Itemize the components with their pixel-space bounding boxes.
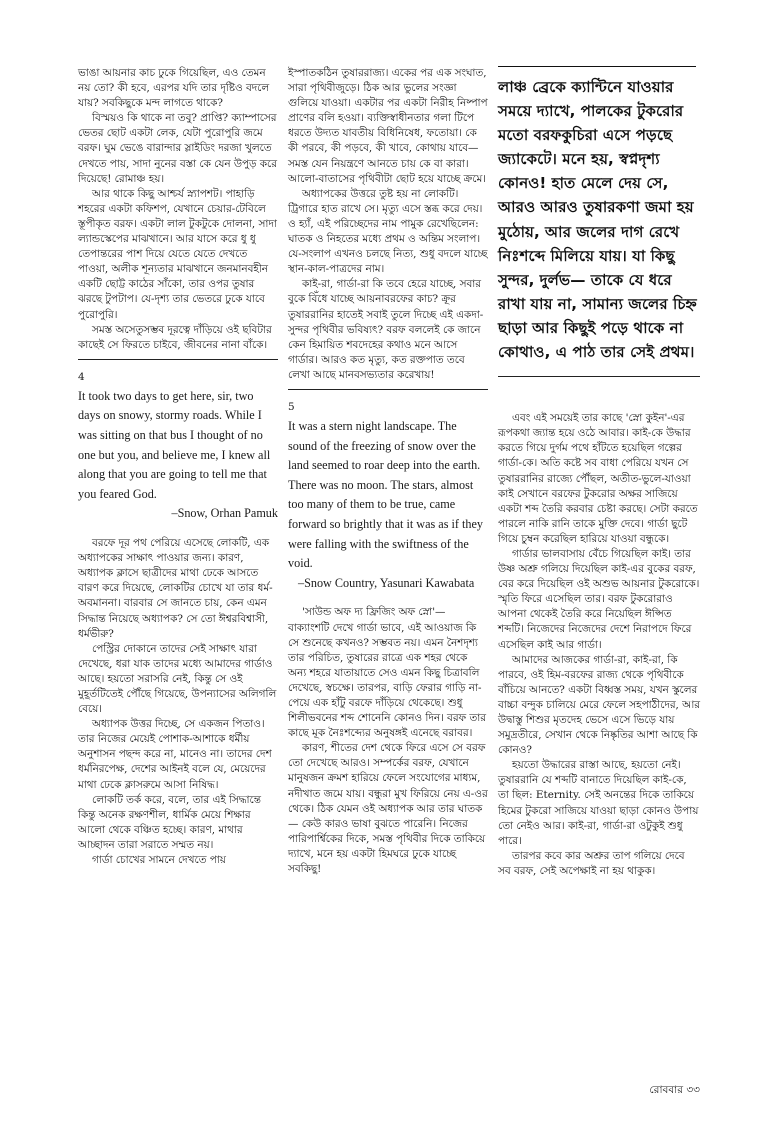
pullquote: লাঞ্চ ব্রেকে ক্যান্টিনে যাওয়ার সময়ে দ্যাখে, পালকের টুকরোর মতো বরফকুচিরা এসে পড়ছে জ্যাকেটে। মনে হয়, স্বপ্নদৃশ্য কোনও! হাত মেলে দেয় সে, আরও আরও তুষারকণা জমা হয় মুঠোয়, আর জলের দাগ রেখে নিঃশব্দে মিলিয়ে যায়। যা কিছু সুন্দর, দুর্লভ— তাকে যে ধরে রাখা যায় না, সামান্য জলের চিহ্ন ছাড়া আর কিছুই পড়ে থাকে না কোথাও, এ পাঠ তার সেই প্রথম। (498, 78, 697, 362)
body-paragraph: বরফে দূর পথ পেরিয়ে এসেছে লোকটি, এক অধ্যাপকের সাক্ষাৎ পাওয়ার জন্য। কারণ, অধ্যাপক ক্লাসে ছাত্রীদের মাথা ঢেকে আসতে বারণ করে দিয়েছে, লোকটির চোখে যা তার ধর্ম-অবমাননা। বারবার সে জানতে চায়, কেন এমন সিদ্ধান্ত নিয়েছে অধ্যাপক? সে তো ঈশ্বরবিশ্বাসী, ধর্মভীরু? (78, 537, 273, 640)
body-paragraph: ইস্পাতকঠিন তুষাররাজ্য। একের পর এক সংঘাত, সারা পৃথিবীজুড়ে। ঠিক আর ভুলের সংজ্ঞা গুলিয়ে যাওয়া। একটার পর একটা নিরীহ নিষ্পাপ প্রাণের বলি হওয়া। ব্যক্তিস্বাধীনতার গলা টিপে ধরতে উদ্যত যাবতীয় বিধিনিষেধ, ফতোয়া। কে কী পরবে, কী পড়বে, কী খাবে, কোথায় যাবে— সমস্ত যেন নিয়ন্ত্রণে আনতে চায় কে বা কারা। আলো-বাতাসের পৃথিবীটা ছোট হয়ে যাচ্ছে ক্রমে। (288, 67, 488, 185)
body-paragraph: আমাদের আজকের গার্ডা-রা, কাই-রা, কি পারবে, ওই হিম-বরফের রাজ্য থেকে পৃথিবীকে বাঁচিয়ে আনতে? একটা বিধ্বস্ত সময়, যখন স্কুলের বাচ্চা বন্দুক চালিয়ে মেরে ফেলে সহপাঠীদের, আর উদ্বাস্তু শিশুর মৃতদেহ ভেসে এসে ভিড়ে যায় সমুদ্রতীরে, সেখান থেকে নিষ্কৃতির আশা আছে কি কোনও? (498, 653, 700, 757)
body-paragraph: কারণ, শীতের দেশ থেকে ফিরে এসে সে বরফ তো দেখেছে আরও। সম্পর্কের বরফ, যেখানে মানুষজন ক্রমশ হারিয়ে ফেলে সংযোগের মাধ্যম, নদীখাত জমে যায়। বন্ধুরা মুখ ফিরিয়ে নেয় এ-ওর থেকে। ঠিক যেমন ওই অধ্যাপক আর তার ঘাতক— কেউ কারও ভাষা বুঝতে পারেনি। নিজের পারিপার্শ্বিকের দিকে, সমস্ত পৃথিবীর দিকে তাকিয়ে দ্যাখে, মনে হয় একটা হিমঘরে ঢুকে যাচ্ছে সবকিছু! (288, 742, 488, 875)
epigraph-attribution: –Snow Country, Yasunari Kawabata (298, 575, 475, 590)
body-paragraph: এবং এই সময়েই তার কাছে 'স্নো কুইন'-এর রূপকথা জ্যান্ত হয়ে ওঠে আবার। কাই-কে উদ্ধার করতে গিয়ে দুর্গম পথে হাঁটতে হয়েছিল গল্পের গার্ডা-কে। অতি কষ্টে সব বাধা পেরিয়ে যখন সে তুষাররানির রাজ্যে পৌঁছল, অতীত-ভুলে-যাওয়া কাই সেখানে বরফের টুকরোর অক্ষর সাজিয়ে একটা শব্দ তৈরি করবার চেষ্টা করছে। সেটা করতে পারলে নাকি রানি তাকে মুক্তি দেবে। গার্ডা ছুটে গিয়ে চুম্বন করেছিল হারিয়ে যাওয়া বন্ধুকে। (498, 412, 698, 545)
body-paragraph: হয়তো উদ্ধারের রাস্তা আছে, হয়তো নেই। তুষাররানি যে শব্দটি বানাতে দিয়েছিল কাই-কে, তা ছিল: Eternity. সেই অনন্তের দিকে তাকিয়ে হিমের টুকরো সাজিয়ে যাওয়া ছাড়া কোনও উপায় তো নেইও আর। কাই-রা, গার্ডা-রা ওটুকুই শুধু পারে। (498, 759, 699, 847)
body-paragraph: 'সাউন্ড অফ দ্য ফ্রিজিং অফ স্নো'— বাক্যাংশটি দেখে গার্ডা ভাবে, এই আওয়াজ কি সে শুনেছে কখনও? সম্ভবত নয়। এমন নৈশদৃশ্য তার পরিচিত, তুষারের রাত্রে এক শহর থেকে অন্য শহরে যাতায়াতে সেও এমন কিছু চিত্রাবলি দেখেছে, স্বচক্ষে। তারপর, বাড়ি ফেরার গাড়ি না-পেয়ে এক হাঁটু বরফে দাঁড়িয়ে থেকেছে। শুধু শিলীভবনের শব্দ শোনেনি কোনও দিন। বরফ তার কাছে মূক নৈঃশব্দ্যের অনুষঙ্গই এনেছে বরাবর। (288, 606, 486, 740)
body-paragraph: পেস্ট্রির দোকানে তাদের সেই সাক্ষাৎ যারা দেখেছে, ধরা যাক তাদের মধ্যে আমাদের গার্ডাও আছে। হয়তো সরাসরি নেই, কিন্তু সে ওই মুহূর্তটিতেই পৌঁছে গিয়েছে, উপন্যাসের অলিগলি বেয়ে। (78, 642, 277, 716)
body-paragraph: লোকটি তর্ক করে, বলে, তার এই সিদ্ধান্তে কিন্তু অনেক রক্ষণশীল, ধার্মিক মেয়ে শিক্ষার আলো থেকে বঞ্চিত হচ্ছে। কারণ, মাথার আচ্ছাদন তারা সরাতে সম্মত নয়। (78, 793, 261, 851)
body-paragraph: গার্ডা চোখের সামনে দেখতে পায় (92, 854, 226, 866)
body-paragraph: আর থাকে কিছু আশ্চর্য স্ন্যাপশট। পাহাড়ি শহরের একটা কফিশপ, যেখানে চেয়ার-টেবিলে স্তূপীকৃত বরফ। একটা লাল টুকটুকে দোলনা, সাদা ল্যান্ডস্কেপের মাঝখানে। আর যাসে করে ধু ধু তেপান্তরের পাশ দিয়ে যেতে যেতে দেখতে পাওয়া, অলীক শূন্যতার মাঝখানে জনমানবহীন একটি ছোট্ট কাঠের সাঁকো, তার ওপর তুষার ঝরছে টুপটাপ। যে-দৃশ্য তার ভেতরে ঢুকে যাবে পুরোপুরি। (78, 187, 277, 321)
column-3 (498, 66, 700, 879)
body-paragraph: কাই-রা, গার্ডা-রা কি তবে হেরে যাচ্ছে, সবার বুকে বিঁধে যাচ্ছে আয়নাবরফের কাচ? ক্রূর তুষাররানির হাতেই সবাই তুলে দিচ্ছে এই একদা-সুন্দর পৃথিবীর ভবিষ্যৎ? বরফ বললেই কে জানে কেন হিমায়িত শবদেহের কথাও মনে আসে গার্ডার। আরও কত মৃত্যু, কত রক্তপাত তবে লেখা আছে মানবসভ্যতার করেখায়! (288, 278, 484, 381)
body-paragraph: বিস্ময়ও কি থাকে না তবু? প্রাপ্তি? ক্যাম্পাসের ভেতর ছোট একটা লেক, যেটা পুরোপুরি জমে বরফ। ঘুম ভেঙে বারান্দার স্লাইডিং দরজা খুলতে দেখতে পায়, সাদা নুনের বস্তা কে যেন উপুড় করে দিয়েছে! রোমাঞ্চ হয়। (78, 112, 277, 185)
body-paragraph: তারপর কবে কার অশ্রুর তাপ গলিয়ে দেবে সব বরফ, সেই অপেক্ষাই না হয় থাকুক। (498, 849, 685, 877)
pullquote-rule (498, 66, 696, 67)
epigraph-quote: It took two days to get here, sir, two days on snowy, stormy roads. While I was sitting on that bus I thought of no one but you, and believe me, I knew all along that you are going to tell me that you feared God. (78, 388, 271, 501)
body-paragraph: সমস্ত অসেতুসম্ভব দূরত্বে দাঁড়িয়ে ওই ছবিটার কাছেই সে ফিরতে চাইবে, জীবনের নানা বাঁকে। (78, 323, 272, 351)
column-1 (78, 66, 278, 868)
column-2 (288, 66, 488, 877)
section-number: 5 (288, 400, 295, 413)
body-paragraph: অধ্যাপকের উত্তরে তুষ্ট হয় না লোকটি। ট্রিগারে হাত রাখে সে। মৃত্যু এসে স্তব্ধ করে দেয়। ও হ্যাঁ, এই পরিচ্ছেদের নাম পামুক রেখেছিলেন: ঘাতক ও নিহতের মধ্যে প্রথম ও অন্তিম সংলাপ। যে-সংলাপ এখনও চলছে নিত্য, শুধু বদলে যাচ্ছে স্থান-কাল-পাত্রদের নাম। (288, 187, 488, 276)
section-divider (498, 376, 700, 377)
body-paragraph: গার্ডার ভালবাসায় বেঁচে গিয়েছিল কাই। তার উষ্ণ অশ্রু গলিয়ে দিয়েছিল কাই-এর বুকের বরফ, বের করে দিয়েছিল ওই অশুভ আয়নার টুকরোকে। স্মৃতি ফিরে এসেছিল তার। বরফ টুকরোরাও আপনা থেকেই তৈরি করে নিয়েছিল ঈপ্সিত শব্দটি। নিজেদের নিজেদের দেশে নিরাপদে ফিরে এসেছিল কাই আর গার্ডা। (498, 547, 700, 651)
section-divider (288, 389, 488, 390)
page-footer: রোববার ৩৩ (649, 1084, 700, 1096)
body-paragraph: ভাঙা আয়নার কাচ ঢুকে গিয়েছিল, এও তেমন নয় তো? কী হবে, এরপর যদি তার দৃষ্টিও বদলে যায়? সবকিছুকে মন্দ লাগতে থাকে? (78, 67, 270, 110)
epigraph-quote: It was a stern night landscape. The sound of the freezing of snow over the land seemed to roar deep into the earth. There was no moon. The stars, almost too many of them to be true, came forward so brightly that it was as if they were falling with the swiftness of the void. (288, 419, 483, 571)
epigraph-attribution: –Snow, Orhan Pamuk (171, 506, 278, 521)
section-number: 4 (78, 370, 85, 383)
body-paragraph: অধ্যাপক উত্তর দিচ্ছে, সে একজন পিতাও। তার নিজের মেয়েই পোশাক-আশাকে ধর্মীয় অনুশাসন পছন্দ করে না, মানেও না। তাদের দেশ ধর্মনিরপেক্ষ, দেশের আইনই বলে যে, মেয়েদের মাথা ঢেকে ক্লাসরুমে আসা নিষিদ্ধ। (78, 718, 272, 791)
section-divider (78, 359, 278, 360)
